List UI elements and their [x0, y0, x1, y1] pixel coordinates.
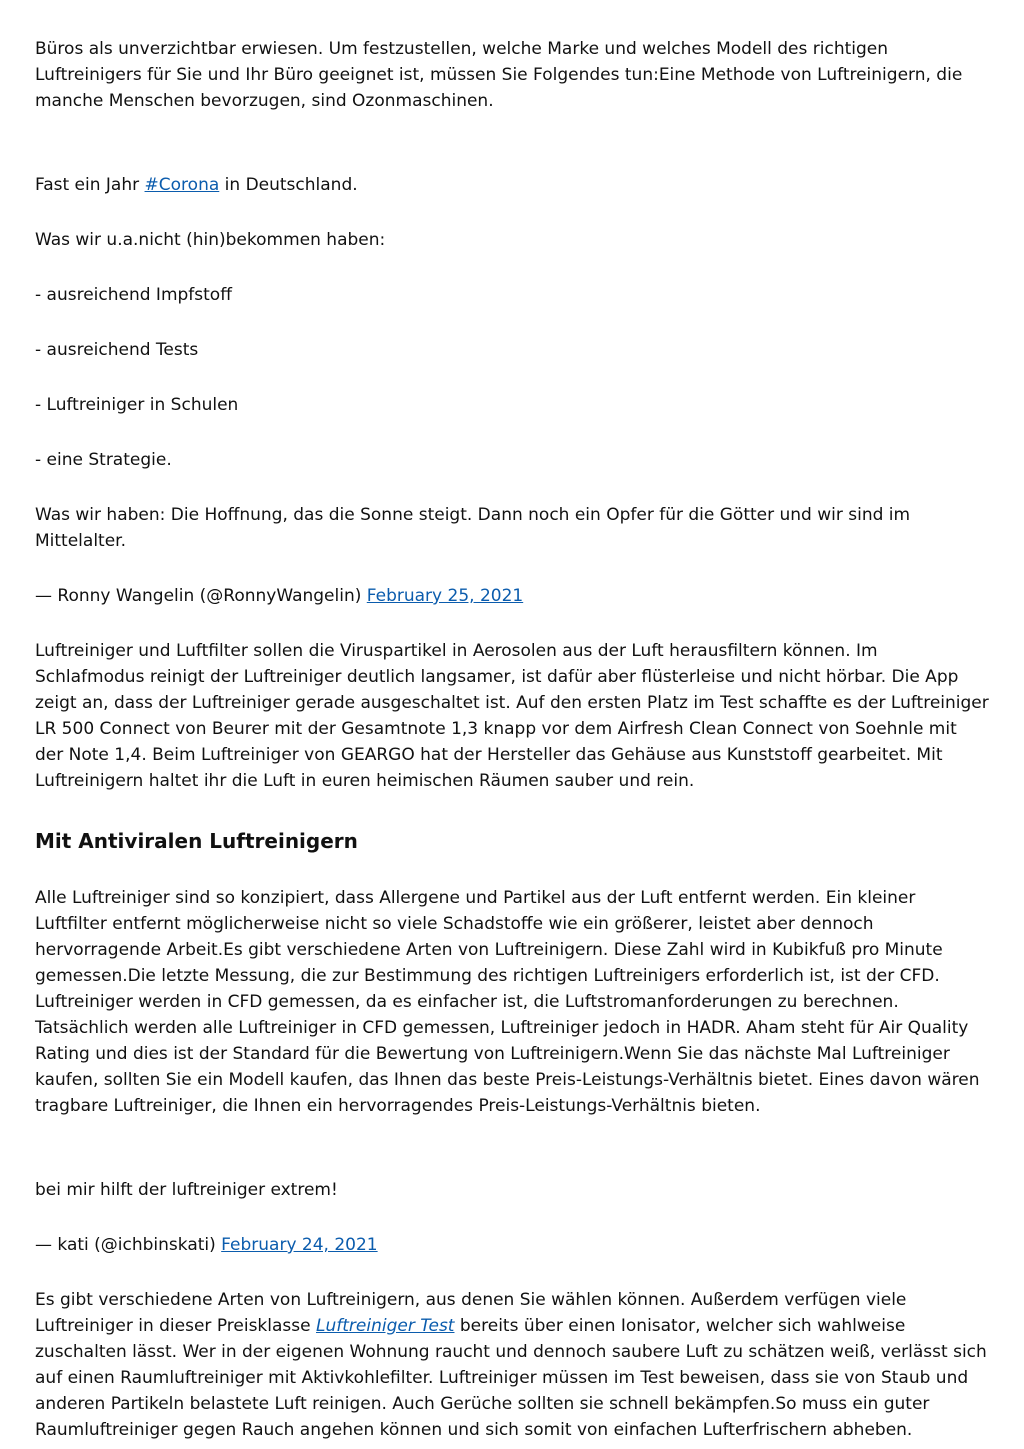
paragraph-text-before: Es gibt verschiedene Arten von Luftreinigern, aus denen Sie wählen können. Außerdem verfügen viele Luftreiniger in dieser Preisklasse [35, 1290, 907, 1336]
body-paragraph [35, 1287, 990, 1443]
section-heading: Mit Antiviralen Luftreinigern [35, 829, 358, 853]
tweet-text-before: Fast ein Jahr [35, 175, 145, 195]
body-paragraph: Alle Luftreiniger sind so konzipiert, dass Allergene und Partikel aus der Luft entfernt werden. Ein kleiner Luftfilter entfernt möglicherweise nicht so viele Schadstoffe wie ein größerer, leistet aber dennoch hervorragende Arbeit.Es gibt verschiedene Arten von Luftreinigern. Diese Zahl wird in Kubikfuß pro Minute gemessen.Die letzte Messung, die zur Bestimmung des richtigen Luftreinigers erforderlich ist, ist der CFD. Luftreiniger werden in CFD gemessen, da es einfacher ist, die Luftstromanforderungen zu berechnen. Tatsächlich werden alle Luftreiniger in CFD gemessen, Luftreiniger jedoch in HADR. Aham steht für Air Quality Rating und dies ist der Standard für die Bewertung von Luftreinigern.Wenn Sie das nächste Mal Luftreiniger kaufen, sollten Sie ein Modell kaufen, das Ihnen das beste Preis-Leistungs-Verhältnis bietet. Eines davon wären tragbare Luftreiniger, die Ihnen ein hervorragendes Preis-Leistungs-Verhältnis bieten. [35, 888, 980, 1116]
body-paragraph: Luftreiniger und Luftfilter sollen die Viruspartikel in Aerosolen aus der Luft herausfiltern können. Im Schlafmodus reinigt der Luftreiniger deutlich langsamer, ist dafür aber flüsterleise und nicht hörbar. Die App zeigt an, dass der Luftreiniger gerade ausgeschaltet ist. Auf den ersten Platz im Test schaffte es der Luftreiniger LR 500 Connect von Beurer mit der Gesamtnote 1,3 knapp vor dem Airfresh Clean Connect von Soehnle mit der Note 1,4. Beim Luftreiniger von GEARGO hat der Hersteller das Gehäuse aus Kunststoff gearbeitet. Mit Luftreinigern haltet ihr die Luft in euren heimischen Räumen sauber und rein. [35, 641, 989, 791]
tweet-list-item: - ausreichend Impfstoff [35, 285, 232, 305]
tweet-line [35, 172, 990, 198]
tweet-line: bei mir hilft der luftreiniger extrem! [35, 1180, 338, 1200]
tweet-list-item: - eine Strategie. [35, 450, 172, 470]
tweet-line: Was wir u.a.nicht (hin)bekommen haben: [35, 230, 386, 250]
tweet-author: — kati (@ichbinskati) [35, 1235, 222, 1255]
tweet-line: Was wir haben: Die Hoffnung, das die Sonne steigt. Dann noch ein Opfer für die Götter und wir sind im Mittelalter. [35, 505, 911, 551]
hashtag-corona-link[interactable]: #Corona [144, 175, 220, 195]
luftreiniger-test-link[interactable]: Luftreiniger Test [316, 1316, 455, 1336]
tweet-date-link[interactable]: February 25, 2021 [366, 586, 524, 606]
embedded-tweet-kati [35, 1177, 990, 1258]
intro-paragraph: Büros als unverzichtbar erwiesen. Um festzustellen, welche Marke und welches Modell des richtigen Luftreinigers für Sie und Ihr Büro geeignet ist, müssen Sie Folgendes tun:Eine Methode von Luftreinigern, die manche Menschen bevorzugen, sind Ozonmaschinen. [35, 39, 963, 111]
tweet-list-item: - ausreichend Tests [35, 340, 199, 360]
tweet-date-link[interactable]: February 24, 2021 [221, 1235, 378, 1255]
tweet-attribution [35, 1232, 990, 1258]
embedded-tweet-ronny [35, 172, 990, 609]
tweet-text-after: in Deutschland. [219, 175, 358, 195]
paragraph-text-after: bereits über einen Ionisator, welcher sich wahlweise zuschalten lässt. Wer in der eigenen Wohnung raucht und dennoch saubere Luft zu schätzen weiß, verlässt sich auf einen Raumluftreiniger mit Aktivkohlefilter. Luftreiniger müssen im Test beweisen, dass sie von Staub und anderen Partikeln belastete Luft reinigen. Auch Gerüche sollten sie schnell bekämpfen.So muss ein guter Raumluftreiniger gegen Rauch angehen können und sich somit von einfachen Lufterfrischern abheben. [35, 1316, 987, 1440]
tweet-list-item: - Luftreiniger in Schulen [35, 395, 239, 415]
tweet-attribution [35, 583, 990, 609]
tweet-author: — Ronny Wangelin (@RonnyWangelin) [35, 586, 367, 606]
